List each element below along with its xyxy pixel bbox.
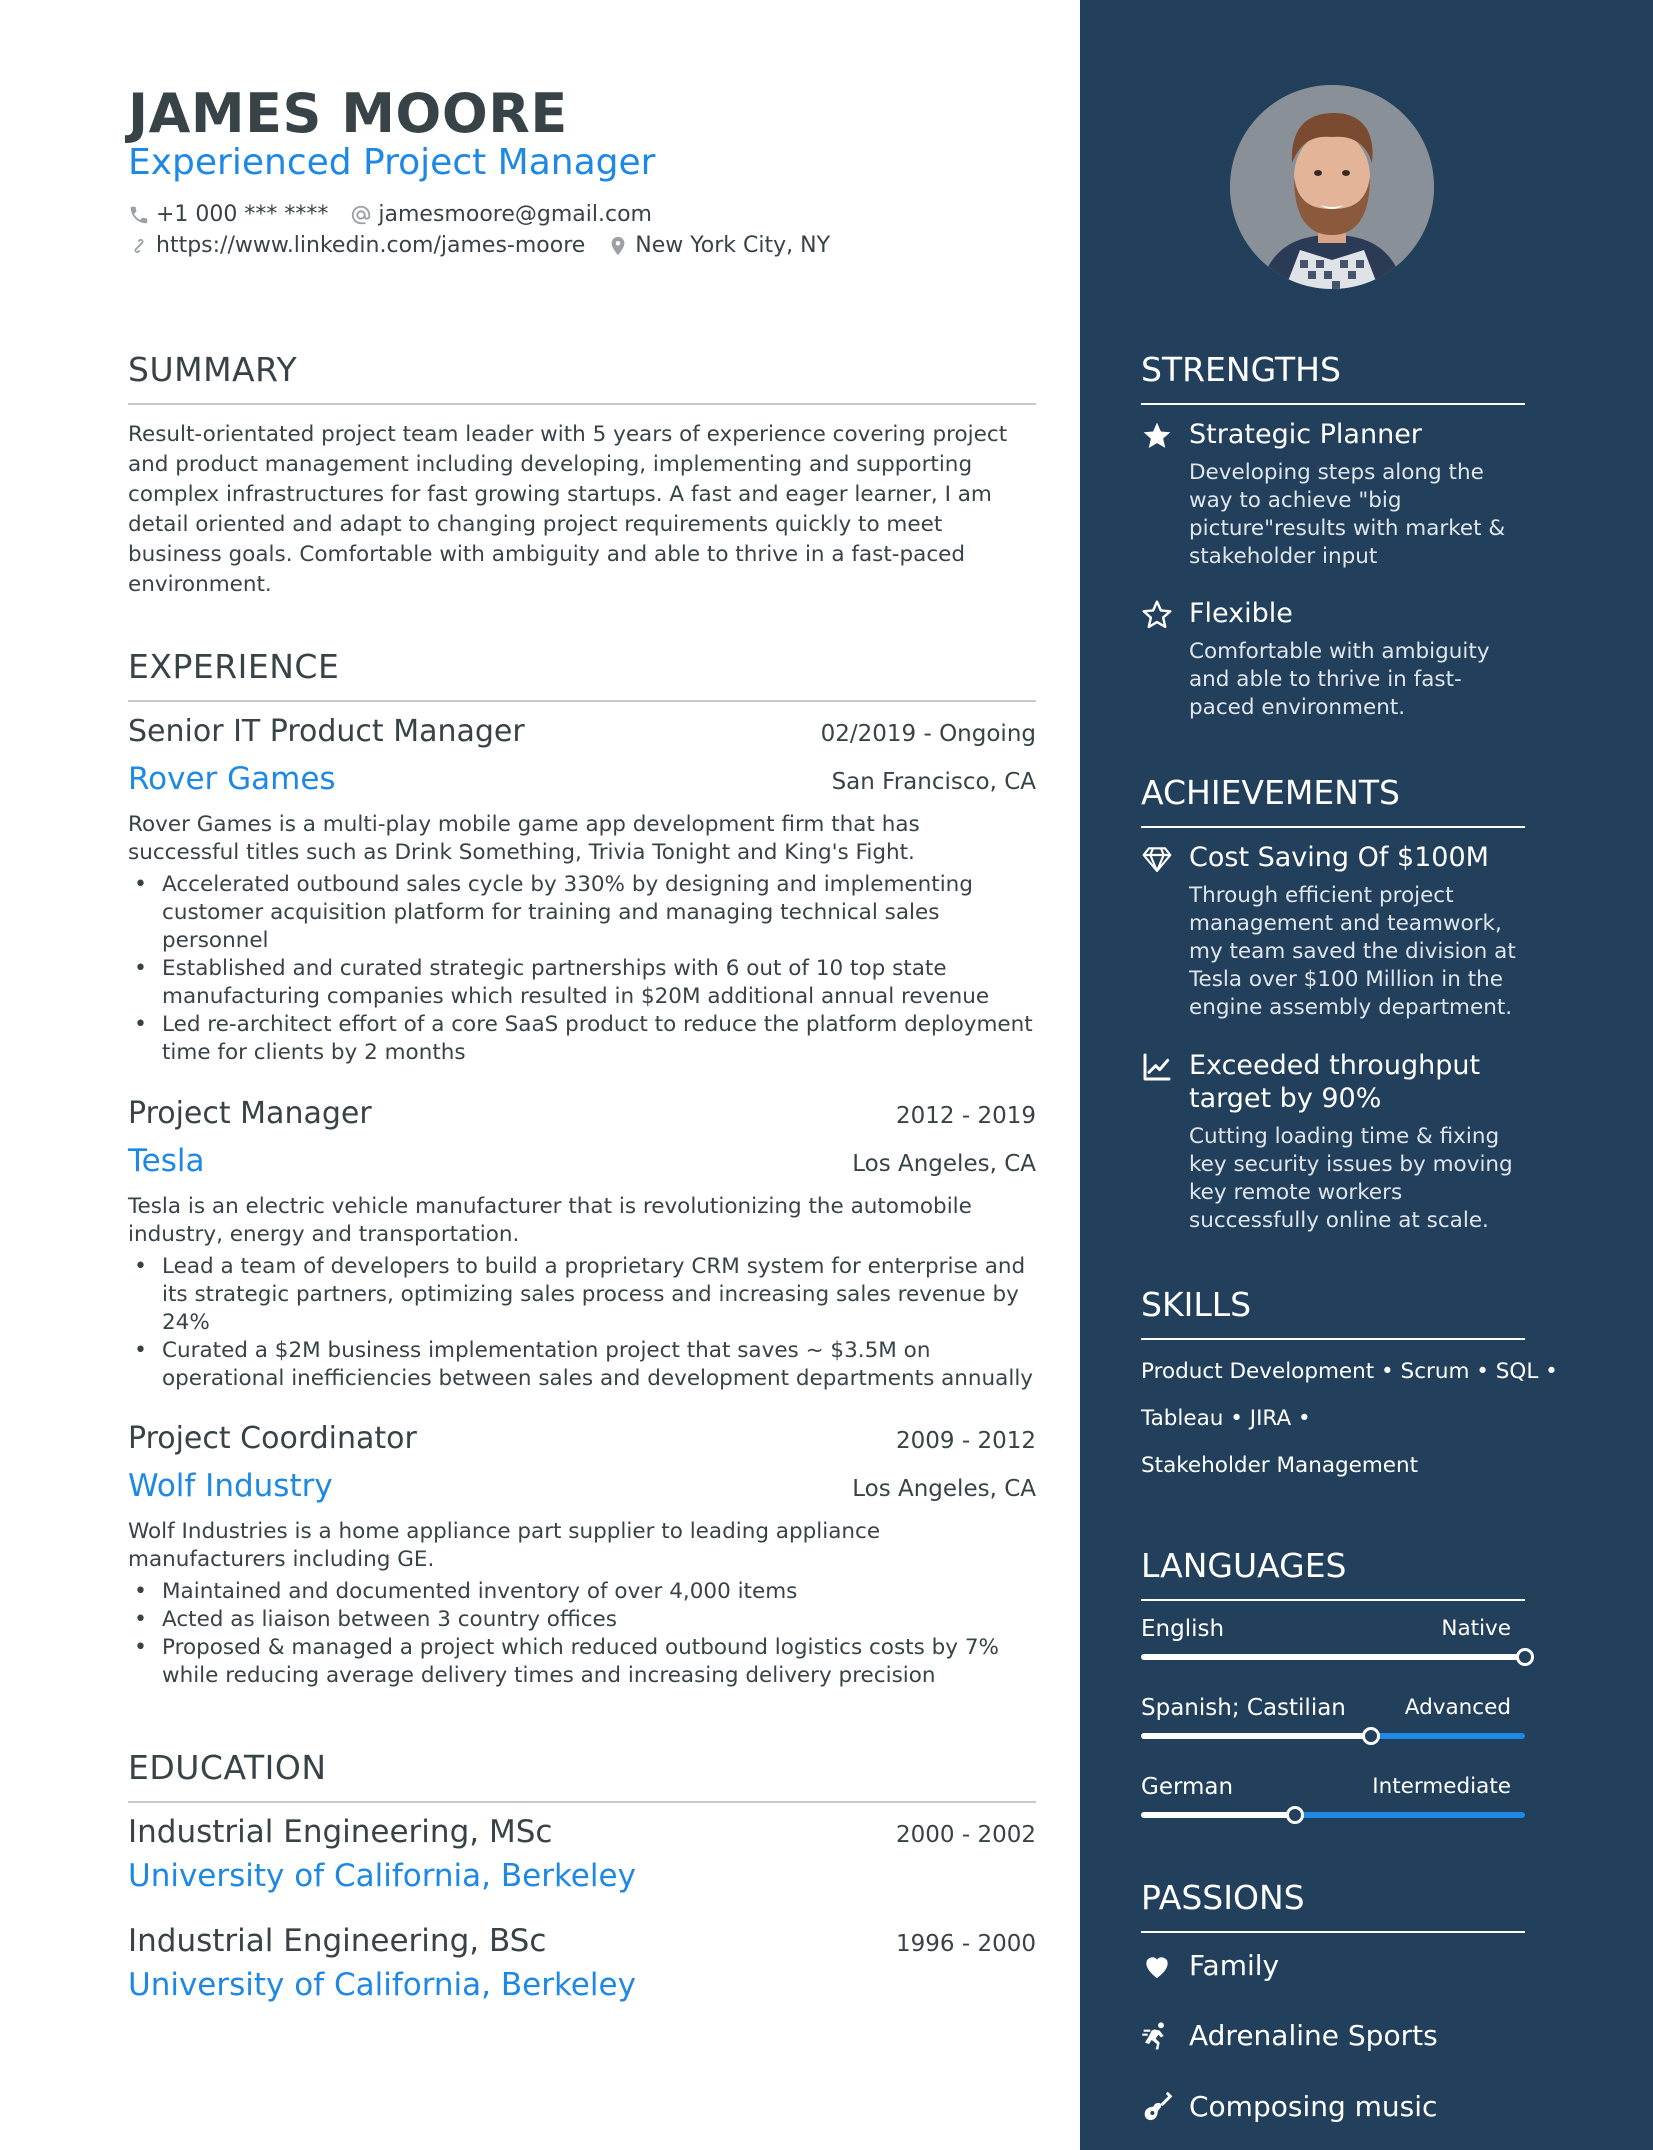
star-outline-icon — [1141, 599, 1173, 631]
education-degree: Industrial Engineering, MSc — [128, 1814, 553, 1850]
language-item — [1141, 1774, 1525, 1818]
location-pin-icon — [607, 235, 629, 257]
job-bullets — [128, 871, 1036, 1067]
strength-text: Comfortable with ambiguity and able to thrive in fast-paced environment. — [1189, 639, 1490, 720]
strength-item — [1141, 597, 1541, 722]
job-location: Los Angeles, CA — [852, 1151, 1036, 1177]
skills-line: Tableau • JIRA • — [1141, 1406, 1311, 1431]
education-degree: Industrial Engineering, BSc — [128, 1923, 547, 1959]
candidate-name: JAMES MOORE — [128, 82, 568, 145]
language-item — [1141, 1616, 1525, 1660]
achievement-item — [1141, 1049, 1541, 1235]
phone-text: +1 000 *** **** — [156, 202, 329, 227]
achievement-title: Exceeded throughput target by 90% — [1189, 1050, 1481, 1114]
job-description: Tesla is an electric vehicle manufacturer that is revolutionizing the automobile industry, energy and transportation. — [128, 1194, 972, 1247]
achievement-item — [1141, 841, 1541, 1022]
email-text: jamesmoore@gmail.com — [378, 202, 652, 227]
achievement-text: Through efficient project management and teamwork, my team saved the division at Tesla over $100 Million in the engine assembly department. — [1189, 883, 1516, 1020]
education-dates: 1996 - 2000 — [896, 1931, 1036, 1957]
email[interactable] — [350, 202, 652, 227]
language-bar — [1141, 1654, 1525, 1660]
job-role: Senior IT Product Manager — [128, 714, 525, 749]
phone — [128, 202, 328, 227]
contact-row-2 — [128, 233, 852, 258]
job-bullet: • Lead a team of developers to build a proprietary CRM system for enterprise and its strategic partners, optimizing sales process and increasing sales revenue by 24% — [128, 1253, 1036, 1337]
job-bullets — [128, 1578, 1036, 1690]
language-bar-fill — [1141, 1654, 1525, 1660]
linkedin-text: https://www.linkedin.com/james-moore — [156, 233, 586, 258]
passions-heading: PASSIONS — [1141, 1878, 1525, 1933]
languages-heading: LANGUAGES — [1141, 1546, 1525, 1601]
language-name: German — [1141, 1774, 1234, 1800]
language-bar-fill — [1141, 1733, 1371, 1739]
linkedin[interactable] — [128, 233, 585, 258]
achievement-title: Cost Saving Of $100M — [1189, 842, 1489, 873]
phone-icon — [128, 204, 150, 226]
job-role: Project Manager — [128, 1096, 372, 1131]
location-text: New York City, NY — [635, 233, 831, 258]
achievement-text: Cutting loading time & fixing key security issues by moving key remote workers successfully online at scale. — [1189, 1124, 1513, 1233]
chart-line-icon — [1141, 1051, 1173, 1083]
job-bullet: • Proposed & managed a project which reduced outbound logistics costs by 7% while reducing average delivery times and increasing delivery precision — [128, 1634, 1036, 1690]
passion-item — [1141, 2090, 1541, 2123]
contact-row-1 — [128, 202, 674, 227]
profile-photo — [1230, 85, 1434, 289]
skills-line: Product Development • Scrum • SQL • — [1141, 1359, 1558, 1384]
job-entry — [128, 714, 1036, 1067]
job-entry — [128, 1096, 1036, 1393]
job-location: San Francisco, CA — [831, 769, 1036, 795]
job-location: Los Angeles, CA — [852, 1476, 1036, 1502]
education-school: University of California, Berkeley — [128, 1967, 636, 2003]
language-bar — [1141, 1733, 1525, 1739]
skills-line: Stakeholder Management — [1141, 1453, 1419, 1478]
job-bullet: • Led re-architect effort of a core SaaS product to reduce the platform deployment time for clients by 2 months — [128, 1011, 1036, 1067]
skills-list — [1141, 1348, 1561, 1489]
education-heading: EDUCATION — [128, 1748, 1036, 1803]
sports-icon — [1141, 2020, 1173, 2052]
candidate-title: Experienced Project Manager — [128, 142, 656, 183]
job-role: Project Coordinator — [128, 1421, 417, 1456]
language-level: Intermediate — [1372, 1774, 1511, 1799]
job-dates: 2009 - 2012 — [896, 1428, 1036, 1454]
skills-heading: SKILLS — [1141, 1285, 1525, 1340]
language-bar-fill — [1141, 1812, 1295, 1818]
avatar-illustration — [1230, 85, 1434, 289]
job-bullet: • Acted as liaison between 3 country offices — [128, 1606, 1036, 1634]
job-description: Wolf Industries is a home appliance part supplier to leading appliance manufacturers including GE. — [128, 1519, 881, 1572]
job-description: Rover Games is a multi-play mobile game app development firm that has successful titles such as Drink Something, Trivia Tonight and King's Fight. — [128, 812, 920, 865]
experience-heading: EXPERIENCE — [128, 647, 1036, 702]
passion-label: Adrenaline Sports — [1189, 2019, 1438, 2052]
job-entry — [128, 1421, 1036, 1690]
summary-heading: SUMMARY — [128, 350, 1036, 405]
link-icon — [128, 235, 150, 257]
education-dates: 2000 - 2002 — [896, 1822, 1036, 1848]
strength-title: Strategic Planner — [1189, 419, 1422, 450]
passion-label: Family — [1189, 1949, 1280, 1982]
summary-text: Result-orientated project team leader with 5 years of experience covering project and product management including developing, implementing and supporting complex infrastructures for fast growing startups. A fast and eager learner, I am detail oriented and adapt to changing project requirements quickly to meet business goals. Comfortable with ambiguity and able to thrive in a fast-paced environment. — [128, 422, 1008, 597]
job-company: Rover Games — [128, 761, 336, 797]
at-icon — [350, 204, 372, 226]
strength-text: Developing steps along the way to achieve "big picture"results with market & stakeholder input — [1189, 460, 1506, 569]
job-bullet: • Curated a $2M business implementation project that saves ~ $3.5M on operational inefficiencies between sales and development departments annually — [128, 1337, 1036, 1393]
education-entry — [128, 1814, 1036, 1894]
language-item — [1141, 1695, 1525, 1739]
job-dates: 02/2019 - Ongoing — [820, 721, 1036, 747]
education-school: University of California, Berkeley — [128, 1858, 636, 1894]
job-bullet: • Maintained and documented inventory of over 4,000 items — [128, 1578, 1036, 1606]
strength-title: Flexible — [1189, 598, 1293, 629]
job-dates: 2012 - 2019 — [896, 1103, 1036, 1129]
guitar-icon — [1141, 2091, 1173, 2123]
passion-item — [1141, 1949, 1541, 1982]
language-level: Native — [1441, 1616, 1511, 1641]
location — [607, 233, 830, 258]
job-bullet: • Established and curated strategic partnerships with 6 out of 10 top state manufacturing companies which resulted in $20M additional annual revenue — [128, 955, 1036, 1011]
language-name: English — [1141, 1616, 1225, 1642]
language-bar-knob — [1516, 1648, 1534, 1666]
language-level: Advanced — [1404, 1695, 1511, 1720]
strengths-heading: STRENGTHS — [1141, 350, 1525, 405]
job-bullet: • Accelerated outbound sales cycle by 330% by designing and implementing customer acquisition platform for training and managing technical sales personnel — [128, 871, 1036, 955]
passion-label: Composing music — [1189, 2090, 1438, 2123]
language-bar — [1141, 1812, 1525, 1818]
heart-icon — [1141, 1950, 1173, 1982]
strength-item — [1141, 418, 1541, 571]
education-entry — [128, 1923, 1036, 2003]
job-company: Tesla — [128, 1143, 205, 1179]
achievements-heading: ACHIEVEMENTS — [1141, 773, 1525, 828]
passion-item — [1141, 2019, 1541, 2052]
job-bullets — [128, 1253, 1036, 1393]
language-name: Spanish; Castilian — [1141, 1695, 1346, 1721]
language-bar-knob — [1286, 1806, 1304, 1824]
job-company: Wolf Industry — [128, 1468, 333, 1504]
star-filled-icon — [1141, 420, 1173, 452]
diamond-icon — [1141, 843, 1173, 875]
